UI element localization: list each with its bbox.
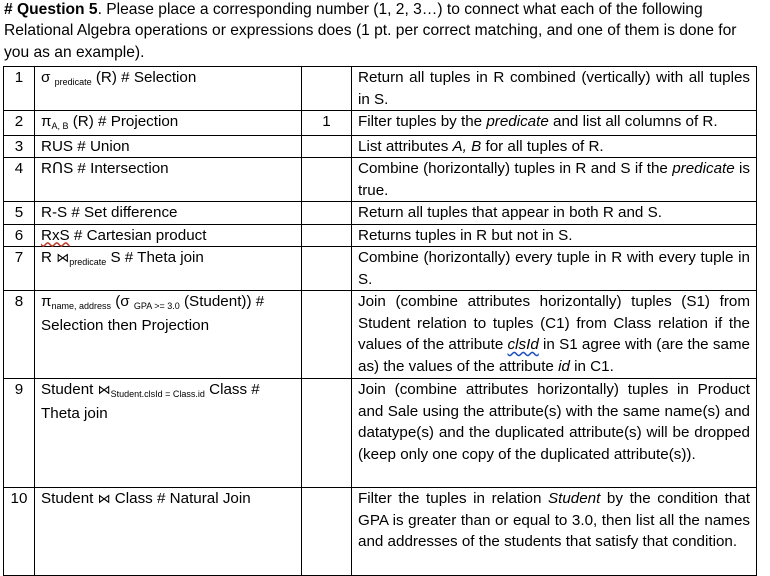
desc-emphasis: predicate [486,113,549,130]
row-number: 5 [4,202,35,225]
table-row [4,135,757,158]
operation-text: Class # Natural Join [110,490,251,507]
table-row [4,202,757,225]
description-cell [352,488,757,576]
desc-text: Combine (horizontally) tuples in R and S if the [358,160,673,177]
desc-text: Filter the tuples in relation [358,490,548,507]
operation-cell [35,291,302,379]
table-row [4,158,757,202]
sigma-symbol: σ [41,69,51,86]
desc-emphasis: predicate [672,160,735,177]
operation-text: (Student)) # [179,293,265,310]
operation-cell: RUS # Union [35,135,302,158]
answer-cell[interactable] [302,247,352,291]
description-cell [352,291,757,379]
row-number: 10 [4,488,35,576]
question-intro [4,0,764,63]
subscript: predicate [69,257,107,267]
description-cell: Returns tuples in R but not in S. [352,224,757,247]
row-number: 4 [4,158,35,202]
table-row [4,224,757,247]
desc-emphasis: clsId [507,336,539,353]
answer-cell[interactable] [302,135,352,158]
subscript: A, B [51,121,69,131]
matching-table [3,66,757,576]
operation-text: Student [41,381,98,398]
operation-text: (R) # Selection [91,69,197,86]
desc-text: is true. [358,160,751,199]
operation-cell: RՈS # Intersection [35,158,302,202]
row-number: 6 [4,224,35,247]
question-text: . Please place a corresponding number (1, 2, 3…) to connect what each of the following Relational Algebra operations or expressions does (1 pt. per correct matching, and one of them is done for you as an example). [4,1,737,61]
answer-cell[interactable] [302,291,352,379]
operation-text: Theta join [41,404,108,422]
row-number: 9 [4,379,35,488]
answer-cell[interactable] [302,224,352,247]
row-number: 2 [4,111,35,136]
description-cell: Combine (horizontally) every tuple in R with every tuple in S. [352,247,757,291]
question-label: # Question 5 [4,1,98,18]
operation-text: Selection then Projection [41,316,210,334]
operation-cell: R-S # Set difference [35,202,302,225]
operation-text: # Cartesian product [69,226,207,244]
row-number: 1 [4,67,35,111]
description-cell [352,135,757,158]
desc-emphasis: Student [547,490,601,507]
operation-text: (σ [111,293,134,310]
operation-text: Student [41,490,98,507]
operation-cell [35,67,302,111]
answer-cell[interactable] [302,488,352,576]
table-row [4,111,757,136]
operation-cell [35,488,302,576]
desc-text: Join (combine attributes horizontally) tuples (S1) from Student relation to tuples (C1) from Class relation if the values of the attribute [358,293,750,353]
desc-text: and list all columns of R. [548,113,718,130]
subscript: GPA >= 3.0 [133,301,180,311]
operation-text: S # Theta join [106,249,204,266]
answer-cell[interactable]: 1 [302,111,352,136]
answer-cell[interactable] [302,202,352,225]
row-number: 8 [4,291,35,379]
description-cell [352,111,757,136]
desc-text: Filter tuples by the [358,113,487,130]
table-row [4,291,757,379]
row-number: 3 [4,135,35,158]
operation-text: (R) # Projection [68,113,179,130]
pi-symbol: π [41,113,52,130]
desc-emphasis: A, B [452,137,482,155]
desc-text: in S1 agree with (are the same as) the values of the attribute [358,336,751,375]
subscript: predicate [54,77,92,87]
pi-symbol: π [41,293,52,310]
description-cell: Join (combine attributes horizontally) tuples in Product and Sale using the attribute(s) with the same name(s) and datatype(s) and the duplicated attribute(s) will be dropped (keep only one copy of the duplicated attribute(s)). [352,379,757,488]
description-cell: Return all tuples that appear in both R and S. [352,202,757,225]
desc-text: for all tuples of R. [481,137,604,155]
table-row [4,247,757,291]
operation-text: Class # [204,381,260,398]
description-cell [352,158,757,202]
table-row [4,67,757,111]
subscript: Student.clsId = Class.id [110,389,205,399]
row-number: 7 [4,247,35,291]
answer-cell[interactable] [302,67,352,111]
table-row [4,488,757,576]
operation-cell [35,111,302,136]
join-symbol: ⋈ [97,382,111,397]
join-symbol: ⋈ [56,250,70,265]
answer-cell[interactable] [302,158,352,202]
operation-text: R [41,249,57,266]
desc-text: in C1. [569,357,614,375]
operation-cell [35,224,302,247]
spellcheck-word: RxS [41,226,70,244]
answer-cell[interactable] [302,379,352,488]
operation-cell [35,379,302,488]
join-symbol: ⋈ [97,491,111,506]
desc-text: List attributes [358,137,453,155]
table-row [4,379,757,488]
operation-cell [35,247,302,291]
desc-text: by the condition that GPA is greater than or equal to 3.0, then list all the names and addresses of the students that satisfy that condition. [358,490,750,550]
desc-emphasis: id [558,357,570,375]
subscript: name, address [51,301,112,311]
description-cell: Return all tuples in R combined (vertically) with all tuples in S. [352,67,757,111]
